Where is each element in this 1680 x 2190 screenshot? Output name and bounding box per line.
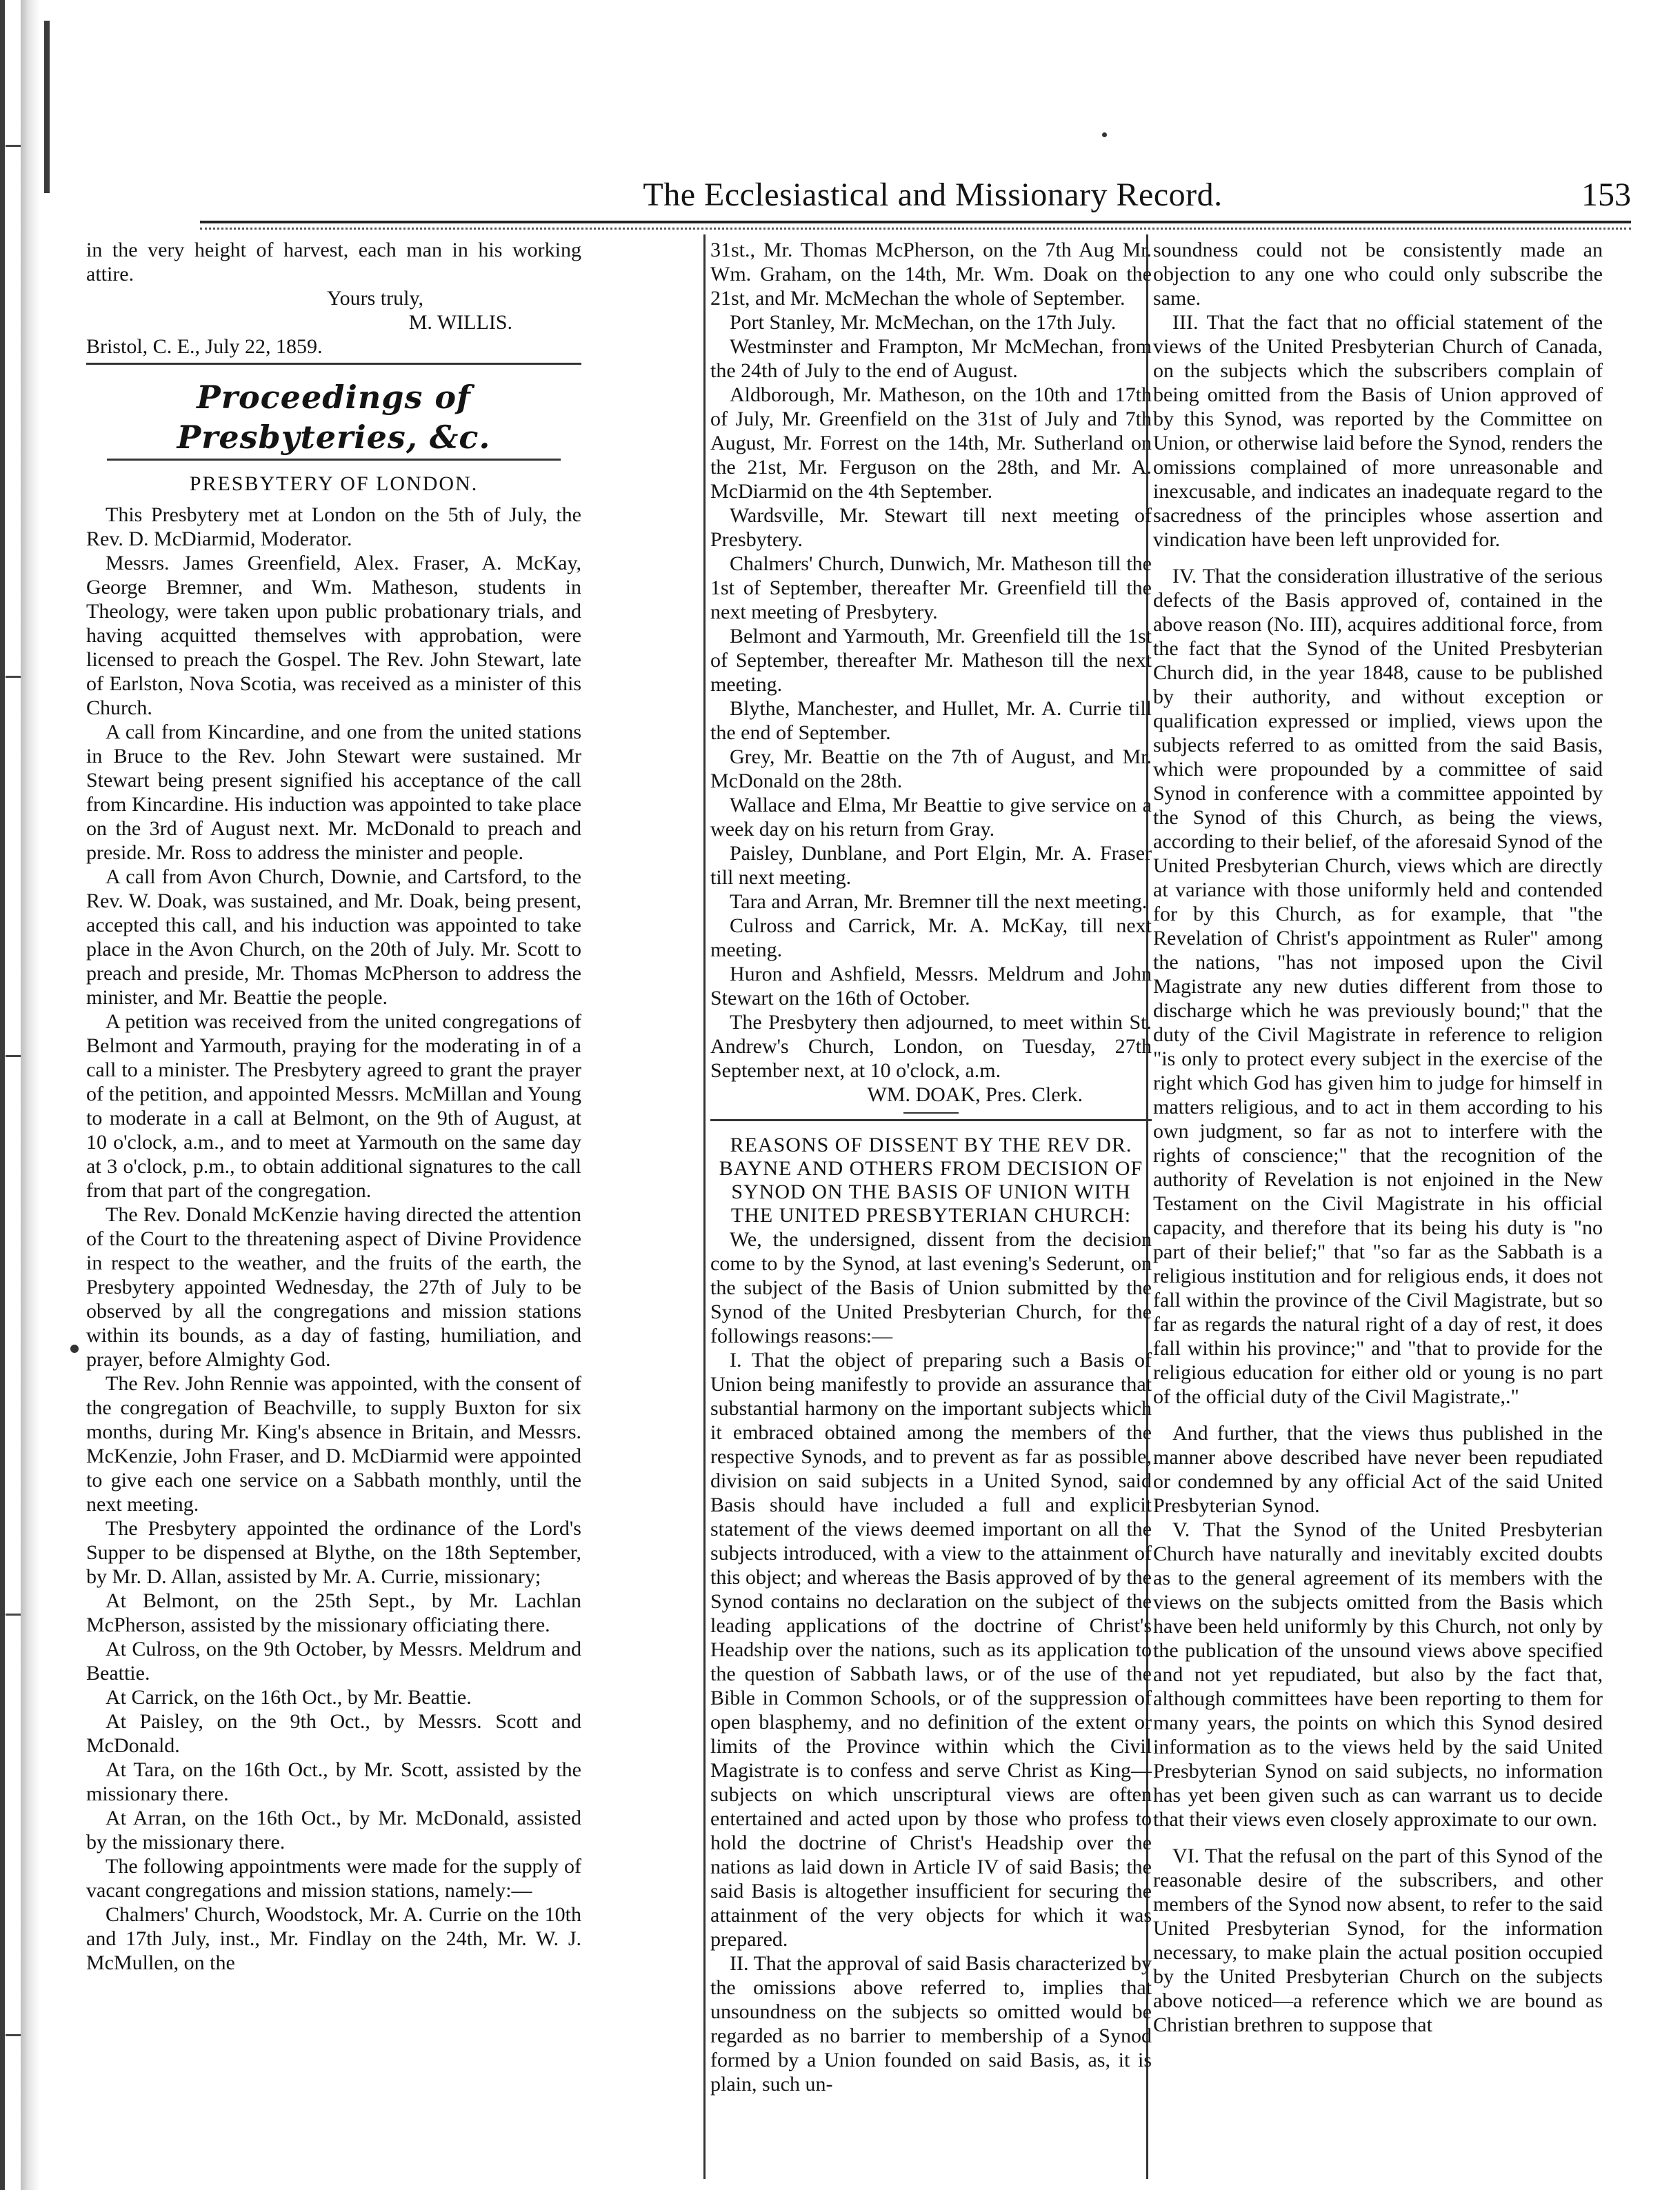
paragraph: soundness could not be consistently made an objection to any one who could only subscribe the same. bbox=[1153, 239, 1603, 310]
paragraph: We, the undersigned, dissent from the decision come to by the Synod, at last evening's Sederunt, on the subject of the Basis of Union submitted by the Synod of the United Presbyterian Church, for the followings reasons:— bbox=[710, 1228, 1152, 1347]
letter-tail: in the very height of harvest, each man in his working attire. bbox=[86, 239, 581, 285]
paragraph: At Tara, on the 16th Oct., by Mr. Scott, assisted by the missionary there. bbox=[86, 1758, 581, 1805]
paragraph: This Presbytery met at London on the 5th of July, the Rev. D. McDiarmid, Moderator. bbox=[86, 503, 581, 550]
paragraph: Blythe, Manchester, and Hullet, Mr. A. Currie till the end of September. bbox=[710, 697, 1152, 744]
paragraph: Aldborough, Mr. Matheson, on the 10th and 17th of July, Mr. Greenfield on the 31st of July and 7th August, Mr. Forrest on the 14th, Mr. Sutherland on the 21st, Mr. Ferguson on the 28th, and Mr. A. McDiarmid on the 4th September. bbox=[710, 383, 1152, 503]
paragraph: Chalmers' Church, Dunwich, Mr. Matheson till the 1st of September, thereafter Mr. Greenfield till the next meeting of Presbytery. bbox=[710, 552, 1152, 623]
paragraph: At Arran, on the 16th Oct., by Mr. McDonald, assisted by the missionary there. bbox=[86, 1807, 581, 1854]
paragraph: Grey, Mr. Beattie on the 7th of August, and Mr. McDonald on the 28th. bbox=[710, 745, 1152, 792]
paragraph: Wardsville, Mr. Stewart till next meeting of Presbytery. bbox=[710, 504, 1152, 551]
column-left bbox=[86, 238, 581, 1975]
column-divider bbox=[703, 234, 706, 2179]
paragraph: At Culross, on the 9th October, by Messrs. Meldrum and Beattie. bbox=[86, 1638, 581, 1685]
paragraph: Westminster and Frampton, Mr McMechan, from the 24th of July to the end of August. bbox=[710, 335, 1152, 382]
paragraph: A call from Kincardine, and one from the united stations in Bruce to the Rev. John Stewart were sustained. Mr Stewart being present signified his acceptance of the call from Kincardine. His induction was appointed to take place on the 3rd of August next. Mr. McDonald to preach and preside. Mr. Ross to address the minister and people. bbox=[86, 721, 581, 864]
paragraph: A call from Avon Church, Downie, and Cartsford, to the Rev. W. Doak, was sustained, and Mr. Doak, being present, accepted this call, and his induction was appointed to take place in the Avon Church, on the 20th of July. Mr. Scott to preach and preside, Mr. Thomas McPherson to address the minister, and Mr. Beattie the people. bbox=[86, 865, 581, 1009]
paragraph: Paisley, Dunblane, and Port Elgin, Mr. A. Fraser till next meeting. bbox=[710, 842, 1152, 889]
ink-speck bbox=[70, 1345, 79, 1353]
section-title: Proceedings of Presbyteries, &c. bbox=[177, 379, 491, 456]
paragraph: III. That the fact that no official statement of the views of the United Presbyterian Church of Canada, on the subjects which the subscribers complain of being omitted from the Basis of Union approved of by this Synod, was reported by the Committee on Union, or otherwise laid before the Synod, renders the omissions complained of more unreasonable and inexcusable, and indicates an inadequate regard to the sacredness of the principles whose assertion and vindication have been left unprovided for. bbox=[1153, 311, 1603, 551]
paragraph: The following appointments were made for the supply of vacant congregations and mission stations, namely:— bbox=[86, 1855, 581, 1902]
presbytery-heading: PRESBYTERY OF LONDON. bbox=[189, 472, 479, 495]
paragraph: The Rev. Donald McKenzie having directed the attention of the Court to the threatening aspect of Divine Providence in respect to the weather, and the fruits of the earth, the Presbytery appointed Wednesday, the 27th of July to be observed by all the congregations and mission stations within its bounds, as a day of fasting, humiliation, and prayer, before Almighty God. bbox=[86, 1203, 581, 1371]
letter-signer: M. WILLIS. bbox=[408, 311, 512, 334]
page-binding-edge bbox=[0, 0, 40, 2190]
letter-place-date: Bristol, C. E., July 22, 1859. bbox=[86, 335, 323, 358]
letter-closing: Yours truly, bbox=[326, 287, 424, 310]
paragraph: V. That the Synod of the United Presbyterian Church have naturally and inevitably excited doubts as to the general agreement of its members with the views on the subjects omitted from the Basis which have been held uniformly by this Church, not only by the publication of the unsound views above specified and not yet repudiated, but also by the fact that, although committees have been reporting to them for many years, the points on which this Synod desired information as to the views held by the said United Presbyterian Synod on said subjects, no information has yet been given such as can warrant us to decide that their views even closely approximate to our own. bbox=[1153, 1518, 1603, 1831]
paragraph: Chalmers' Church, Woodstock, Mr. A. Currie on the 10th and 17th July, inst., Mr. Findlay on the 24th, Mr. W. J. McMullen, on the bbox=[86, 1903, 581, 1974]
paragraph: II. That the approval of said Basis characterized by the omissions above referred to, implies that unsoundness on the subjects so omitted would be regarded as no barrier to membership of a Synod formed by a Union founded on said Basis, as, it is plain, such un- bbox=[710, 1952, 1152, 2096]
clerk-signature: WM. DOAK, Pres. Clerk. bbox=[867, 1083, 1083, 1106]
paragraph: At Belmont, on the 25th Sept., by Mr. Lachlan McPherson, assisted by the missionary officiating there. bbox=[86, 1589, 581, 1636]
header-rule bbox=[200, 221, 1631, 223]
header-dotted-rule bbox=[200, 228, 1631, 230]
divider bbox=[903, 1112, 959, 1114]
paragraph: Port Stanley, Mr. McMechan, on the 17th July. bbox=[730, 311, 1117, 334]
title-underline bbox=[107, 459, 561, 468]
reasons-title: REASONS OF DISSENT BY THE REV DR. BAYNE AND OTHERS FROM DECISION OF SYNOD ON THE BASIS OF UNION WITH THE UNITED PRESBYTERIAN CHURCH: bbox=[719, 1134, 1143, 1227]
paragraph: Huron and Ashfield, Messrs. Meldrum and John Stewart on the 16th of October. bbox=[710, 963, 1152, 1009]
journal-title: The Ecclesiastical and Missionary Record. bbox=[643, 177, 1223, 213]
paragraph: The Rev. John Rennie was appointed, with the consent of the congregation of Beachville, to supply Buxton for six months, during Mr. King's absence in Britain, and Messrs. McKenzie, John Fraser, and D. McDiarmid were appointed to give each one service on a Sabbath monthly, until the next meeting. bbox=[86, 1372, 581, 1516]
column-right bbox=[1153, 238, 1603, 2037]
column-middle bbox=[710, 238, 1152, 2096]
paragraph: IV. That the consideration illustrative of the serious defects of the Basis approved of, contained in the above reason (No. III), acquires additional force, from the fact that the Synod of the United Presbyterian Church did, in the year 1848, cause to be published by their authority, and without exception or qualification expressed or implied, views upon the subjects referred to as omitted from the said Basis, which were propounded by a committee of said Synod in conference with a committee appointed by the Synod of this Church, as being the views, according to their belief, of the aforesaid Synod of the United Presbyterian Church, views which are directly at variance with those uniformly held and contended for by this Church, as for example, that "the Revelation of Christ's appointment as Ruler" among the nations, "has not imposed upon the Civil Magistrate any new duties different from those to discharge which he was previously bound;" that the duty of the Civil Magistrate in reference to religion "is only to protect every subject in the exercise of the right which God has given him to judge for himself in matters religious, and to act in them according to his own judgment, so far as not to interfere with the rights of conscience;" that the recognition of the authority of Revelation is not enjoined in the New Testament on the Civil Magistrate in his official capacity, and therefore that its being his duty is "no part of their belief;" that "so far as the Sabbath is a religious institution and for religious ends, it does not fall within the province of the Civil Magistrate, but so far as regards the natural right of a day of rest, it does fall within his province;" and "that to provide for the religious education for either old or young is no part of the official duty of the Civil Magistrate,." bbox=[1153, 565, 1603, 1408]
paragraph: Wallace and Elma, Mr Beattie to give service on a week day on his return from Gray. bbox=[710, 794, 1152, 841]
section-divider bbox=[86, 363, 581, 365]
running-header bbox=[234, 176, 1631, 225]
paragraph: Tara and Arran, Mr. Bremner till the next meeting. bbox=[730, 890, 1148, 913]
paragraph: A petition was received from the united congregations of Belmont and Yarmouth, praying for the moderating in of a call to a minister. The Presbytery agreed to grant the prayer of the petition, and appointed Messrs. McMillan and Young to moderate in a call at Belmont, on the 9th of August, at 10 o'clock, a.m., and to meet at Yarmouth on the same day at 3 o'clock, p.m., to obtain additional signatures to the call from that part of the congregation. bbox=[86, 1010, 581, 1202]
margin-mark bbox=[44, 21, 50, 193]
paragraph: At Paisley, on the 9th Oct., by Messrs. Scott and McDonald. bbox=[86, 1710, 581, 1757]
paragraph: At Carrick, on the 16th Oct., by Mr. Beattie. bbox=[106, 1686, 472, 1709]
paragraph: And further, that the views thus published in the manner above described have never been repudiated or condemned by any official Act of the said United Presbyterian Synod. bbox=[1153, 1422, 1603, 1517]
paragraph: The Presbytery appointed the ordinance of the Lord's Supper to be dispensed at Blythe, on the 18th September, by Mr. D. Allan, assisted by Mr. A. Currie, missionary; bbox=[86, 1517, 581, 1588]
paragraph: The Presbytery then adjourned, to meet within St. Andrew's Church, London, on Tuesday, 27th September next, at 10 o'clock, a.m. bbox=[710, 1011, 1152, 1082]
paragraph: Culross and Carrick, Mr. A. McKay, till next meeting. bbox=[710, 914, 1152, 961]
paragraph: I. That the object of preparing such a Basis of Union being manifestly to provide an assurance that substantial harmony on the important subjects which it embraced obtained among the members of the respective Synods, and to prevent as far as possible, division on said subjects in a United Synod, said Basis should have included a full and explicit statement of the views deemed important on all the subjects introduced, with a view to the attainment of this object; and whereas the Basis approved of by the Synod contains no declaration on the subject of the leading applications of the doctrine of Christ's Headship over the nations, such as its application to the question of Sabbath laws, or of the use of the Bible in Common Schools, or of the suppression of open blasphemy, and no definition of the extent or limits of the Province within which the Civil Magistrate is to confess and serve Christ as King—subjects on which unscriptural views are often entertained and acted upon by those who profess to hold the doctrine of Christ's Headship over the nations as laid down in Article IV of said Basis; the said Basis is altogether insufficient for securing the attainment of the very objects for which it was prepared. bbox=[710, 1349, 1152, 1951]
paragraph: Messrs. James Greenfield, Alex. Fraser, A. McKay, George Bremner, and Wm. Matheson, students in Theology, were taken upon public probationary trials, and having acquitted themselves with approbation, were licensed to preach the Gospel. The Rev. John Stewart, late of Earlston, Nova Scotia, was received as a minister of this Church. bbox=[86, 552, 581, 719]
paragraph: Belmont and Yarmouth, Mr. Greenfield till the 1st of September, thereafter Mr. Matheson till the next meeting. bbox=[710, 625, 1152, 696]
paragraph: VI. That the refusal on the part of this Synod of the reasonable desire of the subscribers, and other members of the Synod now absent, to refer to the said United Presbyterian Synod, for the information necessary, to make plain the actual position occupied by the United Presbyterian Church on the subjects above noticed—a reference which we are bound as Christian brethren to suppose that bbox=[1153, 1845, 1603, 2036]
paragraph: 31st., Mr. Thomas McPherson, on the 7th Aug Mr. Wm. Graham, on the 14th, Mr. Wm. Doak on the 21st, and Mr. McMechan the whole of September. bbox=[710, 239, 1152, 310]
ink-speck bbox=[1102, 132, 1107, 137]
page-number: 153 bbox=[1581, 177, 1631, 213]
section-divider bbox=[710, 1119, 1152, 1121]
